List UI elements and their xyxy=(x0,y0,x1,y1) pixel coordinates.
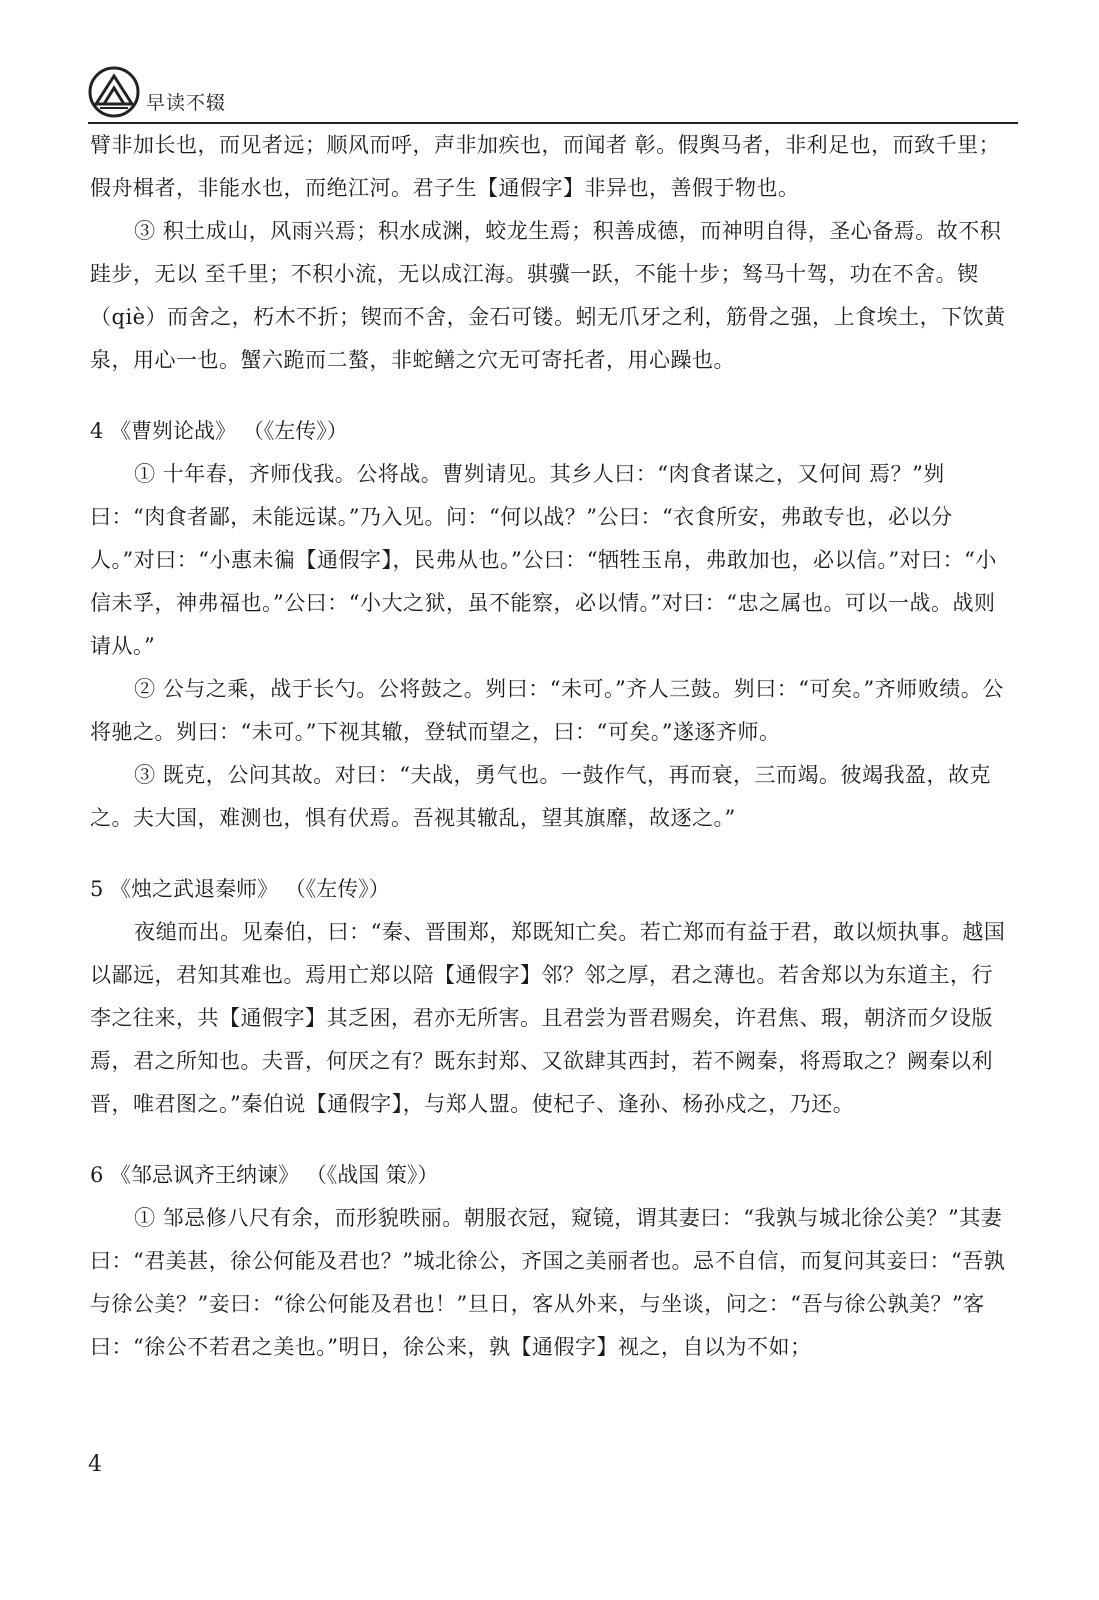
paragraph: ① 十年春，齐师伐我。公将战。曹刿请见。其乡人曰：“肉食者谋之，又何间 焉？”刿曰：“肉食者鄙，未能远谋。”乃入见。问：“何以战？”公曰：“衣食所安，弗敢专也，必以分人。”对曰：“小惠未徧【通假字】，民弗从也。”公曰：“牺牲玉帛，弗敢加也，必以信。”对曰：“小信未孚，神弗福也。”公曰：“小大之狱，虽不能察，必以情。”对曰：“忠之属也。可以一战。战则请从。” xyxy=(90,462,997,658)
paragraph: 臂非加长也，而见者远；顺风而呼，声非加疾也，而闻者 彰。假舆马者，非利足也，而致千里；假舟楫者，非能水也，而绝江河。君子生【通假字】非异也，善假于物也。 xyxy=(90,133,1001,200)
section-title: 4 《曹刿论战》 （《左传》） xyxy=(90,419,348,443)
paragraph: ③ 积土成山，风雨兴焉；积水成渊，蛟龙生焉；积善成德，而神明自得，圣心备焉。故不积跬步，无以 至千里；不积小流，无以成江海。骐骥一跃，不能十步；驽马十驾，功在不舍。锲（qiè）而舍之，朽木不折；锲而不舍，金石可镂。蚓无爪牙之利，筋骨之强，上食埃土，下饮黄泉，用心一也。蟹六跪而二螯，非蛇鳝之穴无可寄托者，用心躁也。 xyxy=(90,219,1006,372)
page-header xyxy=(88,64,1018,124)
brand-title: 早读不辍 xyxy=(146,92,227,114)
paragraph: 夜缒而出。见秦伯，曰：“秦、晋围郑，郑既知亡矣。若亡郑而有益于君，敢以烦执事。越国以鄙远，君知其难也。焉用亡郑以陪【通假字】邻？邻之厚，君之薄也。若舍郑以为东道主，行李之往来，共【通假字】其乏困，君亦无所害。且君尝为晋君赐矣，许君焦、瑕，朝济而夕设版焉，君之所知也。夫晋，何厌之有？既东封郑、又欲肆其西封，若不阙秦，将焉取之？阙秦以利晋，唯君图之。”秦伯说【通假字】，与郑人盟。使杞子、逢孙、杨孙戍之，乃还。 xyxy=(90,920,1006,1116)
paragraph: ② 公与之乘，战于长勺。公将鼓之。刿曰：“未可。”齐人三鼓。刿曰：“可矣。”齐师败绩。公将驰之。刿曰：“未可。”下视其辙，登轼而望之，曰：“可矣。”遂逐齐师。 xyxy=(90,677,1004,744)
paragraph: ① 邹忌修八尺有余，而形貌昳丽。朝服衣冠，窥镜，谓其妻曰：“我孰与城北徐公美？”其妻曰：“君美甚，徐公何能及君也？”城北徐公，齐国之美丽者也。忌不自信，而复问其妾曰：“吾孰与徐公美？”妾曰：“徐公何能及君也！”旦日，客从外来，与坐谈，问之：“吾与徐公孰美？”客曰：“徐公不若君之美也。”明日，徐公来，孰【通假字】视之，自以为不如； xyxy=(90,1206,1006,1359)
page-number: 4 xyxy=(88,1452,102,1477)
section-title: 5 《烛之武退秦师》 （《左传》） xyxy=(90,877,390,901)
page-content xyxy=(90,124,1008,1369)
paragraph: ③ 既克，公问其故。对曰：“夫战，勇气也。一鼓作气，再而衰，三而竭。彼竭我盈，故克之。夫大国，难测也，惧有伏焉。吾视其辙乱，望其旗靡，故逐之。” xyxy=(90,763,992,830)
logo-icon xyxy=(88,66,140,118)
section-title: 6 《邹忌讽齐王纳谏》 （《战国 策》） xyxy=(90,1163,439,1187)
